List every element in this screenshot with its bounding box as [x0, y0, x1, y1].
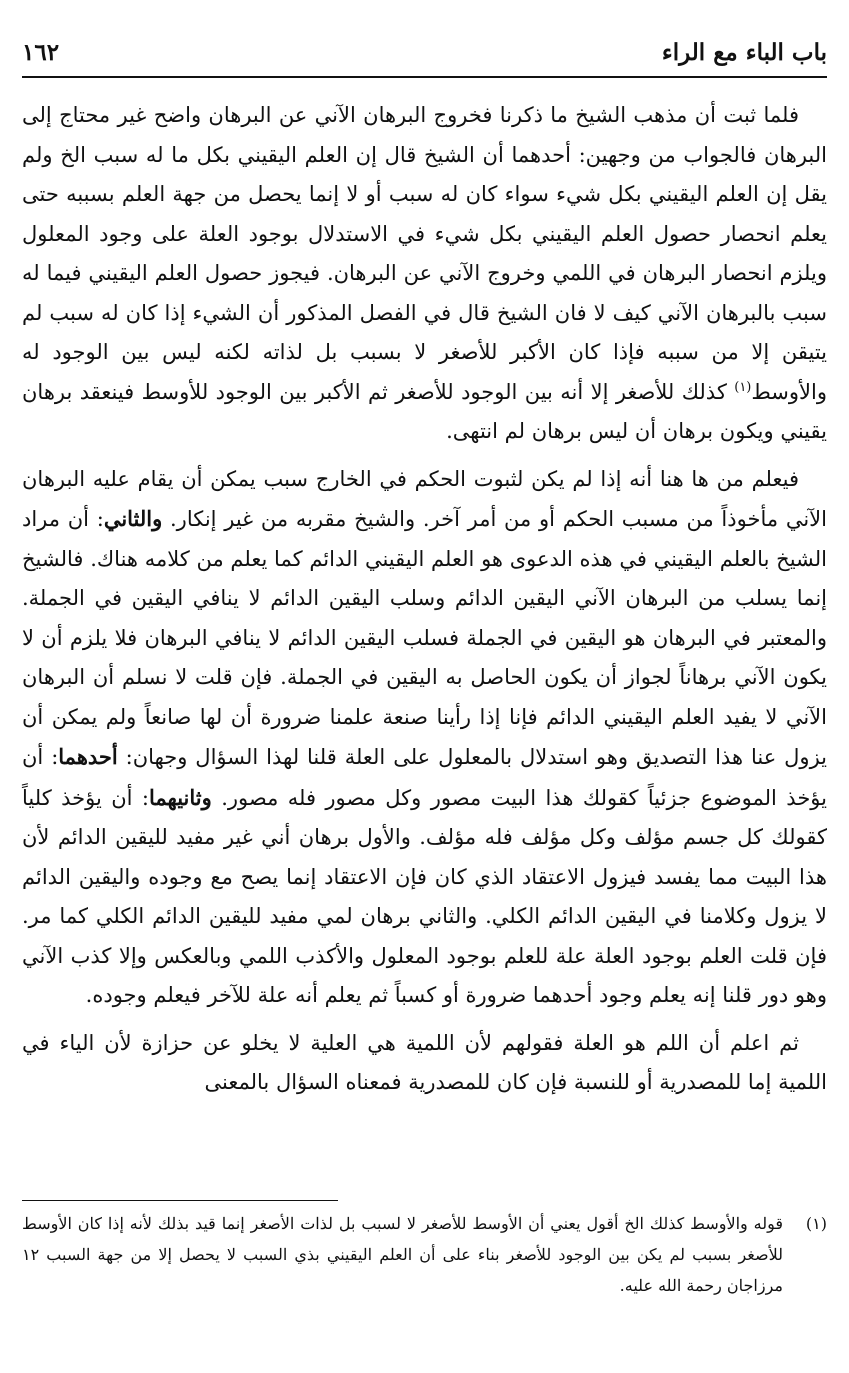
header-rule	[22, 76, 827, 78]
footnote-mark: (١)	[805, 1214, 827, 1233]
running-header	[22, 32, 827, 72]
page-number: ١٦٢	[22, 39, 60, 66]
paragraph-1: فلما ثبت أن مذهب الشيخ ما ذكرنا فخروج البرهان الآني عن البرهان واضح غير محتاج إلى البرهان فالجواب من وجهين: أحدهما أن الشيخ قال إن العلم اليقيني بكل ما له سبب الخ ولم يقل إن العلم اليقيني بكل شيء سواء كان له سبب أو لا إنما يحصل من جهة العلم بسببه حتى يعلم انحصار حصول العلم اليقيني بكل شيء في الاستدلال بوجود العلة على وجود المعلول ويلزم انحصار البرهان في اللمي وخروج الآني عن البرهان. فيجوز حصول العلم اليقيني فيما له سبب بالبرهان الآني كيف لا فان الشيخ قال في الفصل المذكور أن الشيء إذا كان له سبب لم يتيقن إلا من سببه فإذا كان الأكبر للأصغر لا بسبب بل لذاته لكنه ليس بين الوجود له والأوسط$^{(١)}$ كذلك للأصغر إلا أنه بين الوجود للأصغر ثم الأكبر بين الوجود للأوسط فينعقد برهان يقيني ويكون برهان أن ليس برهان لم انتهى.	[22, 103, 828, 443]
chapter-title: باب الباء مع الراء	[661, 39, 827, 66]
footnote-ref[interactable]: (١)	[734, 379, 752, 395]
footnote-text: قوله والأوسط كذلك الخ أقول يعني أن الأوسط للأصغر لا لسبب بل لذات الأصغر إنما قيد بذلك لأنه إذا كان الأوسط للأصغر بسبب لم يكن بين الوجود للأصغر بناء على أن العلم اليقيني بذي السبب لا يحصل إلا من جهة السبب ١٢ مرزاجان رحمة الله عليه.	[22, 1214, 784, 1295]
footnotes	[22, 1208, 827, 1301]
term-first-of-two: أحدهما	[58, 744, 118, 769]
term-second: والثاني	[103, 506, 163, 531]
main-text	[22, 96, 827, 1111]
paragraph-3: ثم اعلم أن اللم هو العلة فقولهم لأن اللمية هي العلية لا يخلو عن حزازة لأن الياء في اللمية إما للمصدرية أو للنسبة فإن كان للمصدرية فمعناه السؤال بالمعنى	[22, 1030, 827, 1094]
footnote-1	[22, 1208, 827, 1301]
term-second-of-two: وثانيهما	[148, 784, 212, 810]
paragraph-2: فيعلم من ها هنا أنه إذا لم يكن لثبوت الحكم في الخارج سبب يمكن أن يقام عليه البرهان الآني مأخوذاً من مسبب الحكم أو من أمر آخر. والشيخ مقربه من غير إنكار. والثاني: أن مراد الشيخ بالعلم اليقيني في هذه الدعوى هو العلم اليقيني الدائم كما يعلم من كلامه هناك. فالشيخ إنما يسلب من البرهان الآني اليقين الدائم وسلب اليقين الدائم لا ينافي اليقين في الجملة. والمعتبر في البرهان هو اليقين في الجملة فسلب اليقين الدائم لا ينافي البرهان فلا يلزم أن لا يكون الآني برهاناً لجواز أن يكون الحاصل به اليقين في الجملة. فإن قلت لا نسلم أن البرهان الآني لا يفيد العلم اليقيني الدائم فإنا إذا رأينا صنعة علمنا ضرورة أن لها صانعاً ولم يمكن أن يزول عنا هذا التصديق وهو استدلال بالمعلول على العلة قلنا لهذا السؤال وجهان: أحدهما: أن يؤخذ الموضوع جزئياً كقولك هذا البيت مصور وكل مصور فله مصور. وثانيهما: أن يؤخذ كلياً كقولك كل جسم مؤلف وكل مؤلف فله مؤلف. والأول برهان أني غير مفيد لليقين الدائم لأن هذا البيت مما يفسد فيزول الاعتقاد الذي كان فإن الاعتقاد إنما يصح مع وجوده واليقين الدائم لا يزول وكلامنا في اليقين الدائم الكلي. والثاني برهان لمي مفيد لليقين الدائم الكلي كما مر. فإن قلت العلم بوجود العلة علة للعلم بوجود المعلول والأكذب اللمي وبالعكس وإلا كذب الآني وهو دور قلنا إنه يعلم وجود أحدهما ضرورة أو كسباً ثم يعلم أنه علة للآخر فيعلم وجوده.	[22, 466, 828, 1007]
footnote-separator	[22, 1200, 338, 1201]
